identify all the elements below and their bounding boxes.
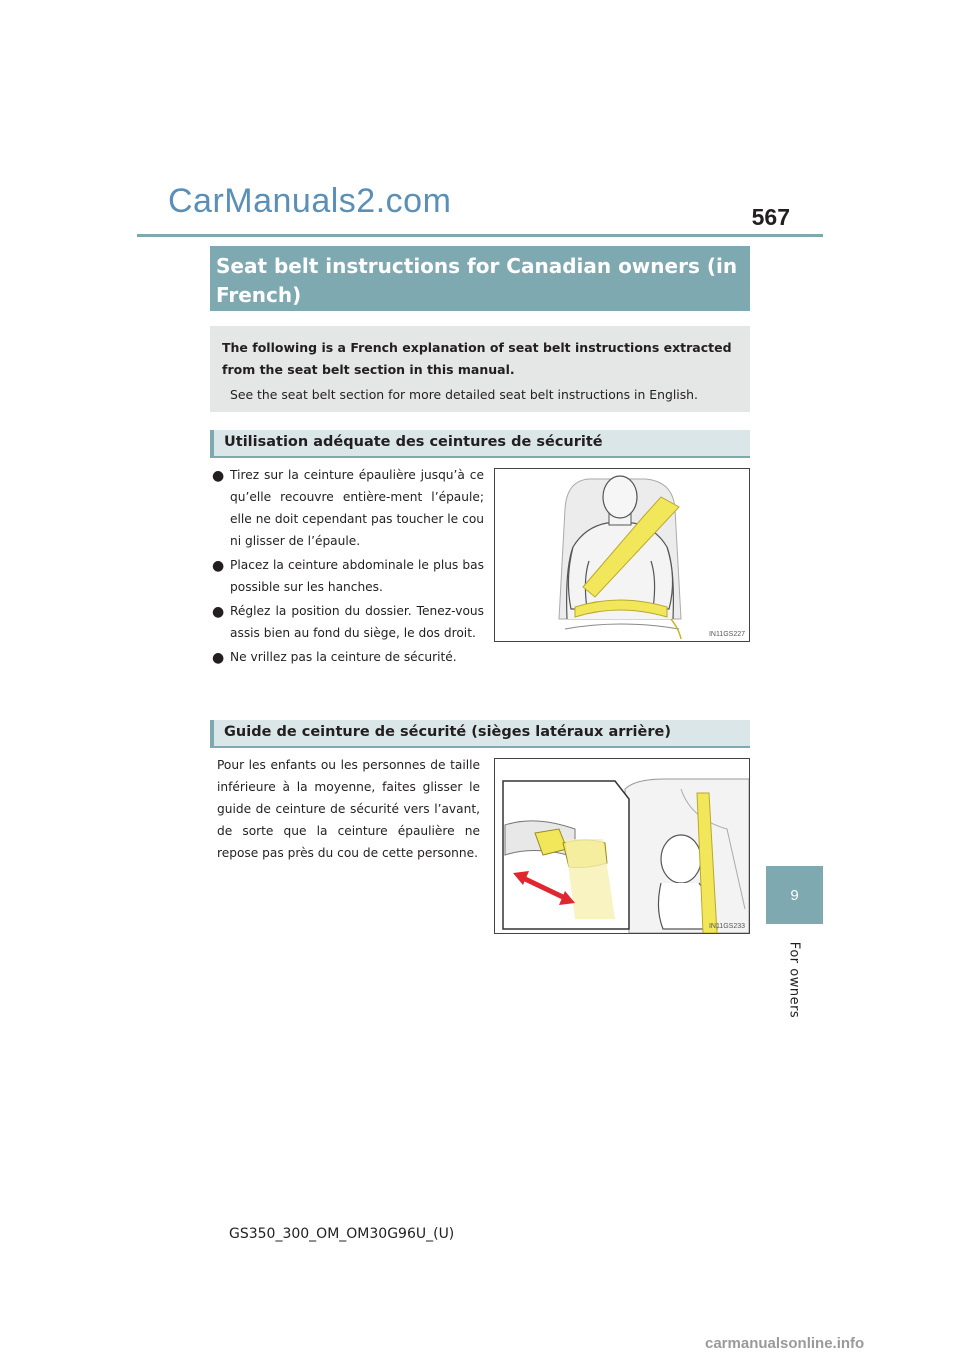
guide-text: Pour les enfants ou les personnes de taille inférieure à la moyenne, faites glisser le guide de ceinture de sécurité vers l’avant, de sorte que la ceinture épaulière ne repose pas près du cou de cette personne. — [217, 758, 480, 860]
list-item: ● Tirez sur la ceinture épaulière jusqu’à ce qu’elle recouvre entière-ment l’épaule; elle ne doit cependant pas toucher le cou ni glisser de l’épaule. — [212, 464, 484, 552]
belt-guide-illustration — [495, 759, 749, 933]
seat-belt-position-illustration — [494, 468, 750, 642]
footer-watermark: carmanualsonline.info — [705, 1335, 865, 1352]
seated-person-illustration — [495, 469, 749, 641]
figure-code: IN11GS233 — [708, 923, 745, 930]
chapter-label: For owners — [786, 941, 802, 1019]
footer-manual-code: GS350_300_OM_OM30G96U_(U) — [229, 1226, 455, 1242]
intro-note: See the seat belt section for more detailed seat belt instructions in English. — [230, 387, 698, 402]
proper-use-list — [212, 464, 484, 670]
bullet-icon: ● — [212, 604, 225, 620]
seat-belt-guide-illustration — [494, 758, 750, 934]
list-item: ● Placez la ceinture abdominale le plus bas possible sur les hanches. — [212, 554, 484, 598]
intro-text: The following is a French explanation of seat belt instructions extracted from the seat belt section in this manual. — [222, 340, 732, 377]
section-title: Seat belt instructions for Canadian owners (in French) — [210, 246, 750, 311]
chapter-tab — [766, 866, 823, 924]
page-number: 567 — [751, 204, 790, 230]
figure-code: IN11GS227 — [708, 631, 745, 638]
list-item: ● Ne vrillez pas la ceinture de sécurité. — [212, 646, 520, 668]
bullet-icon: ● — [212, 468, 225, 484]
site-watermark: CarManuals2.com — [168, 182, 452, 220]
chapter-number: 9 — [790, 886, 799, 904]
bullet-icon: ● — [212, 650, 225, 666]
header-rule — [137, 234, 823, 237]
proper-use-heading: Utilisation adéquate des ceintures de sécurité — [210, 430, 750, 458]
intro-box — [210, 326, 750, 412]
bullet-icon: ● — [212, 558, 225, 574]
list-item: ● Réglez la position du dossier. Tenez-vous assis bien au fond du siège, le dos droit. — [212, 600, 484, 644]
guide-heading: Guide de ceinture de sécurité (sièges latéraux arrière) — [210, 720, 750, 748]
